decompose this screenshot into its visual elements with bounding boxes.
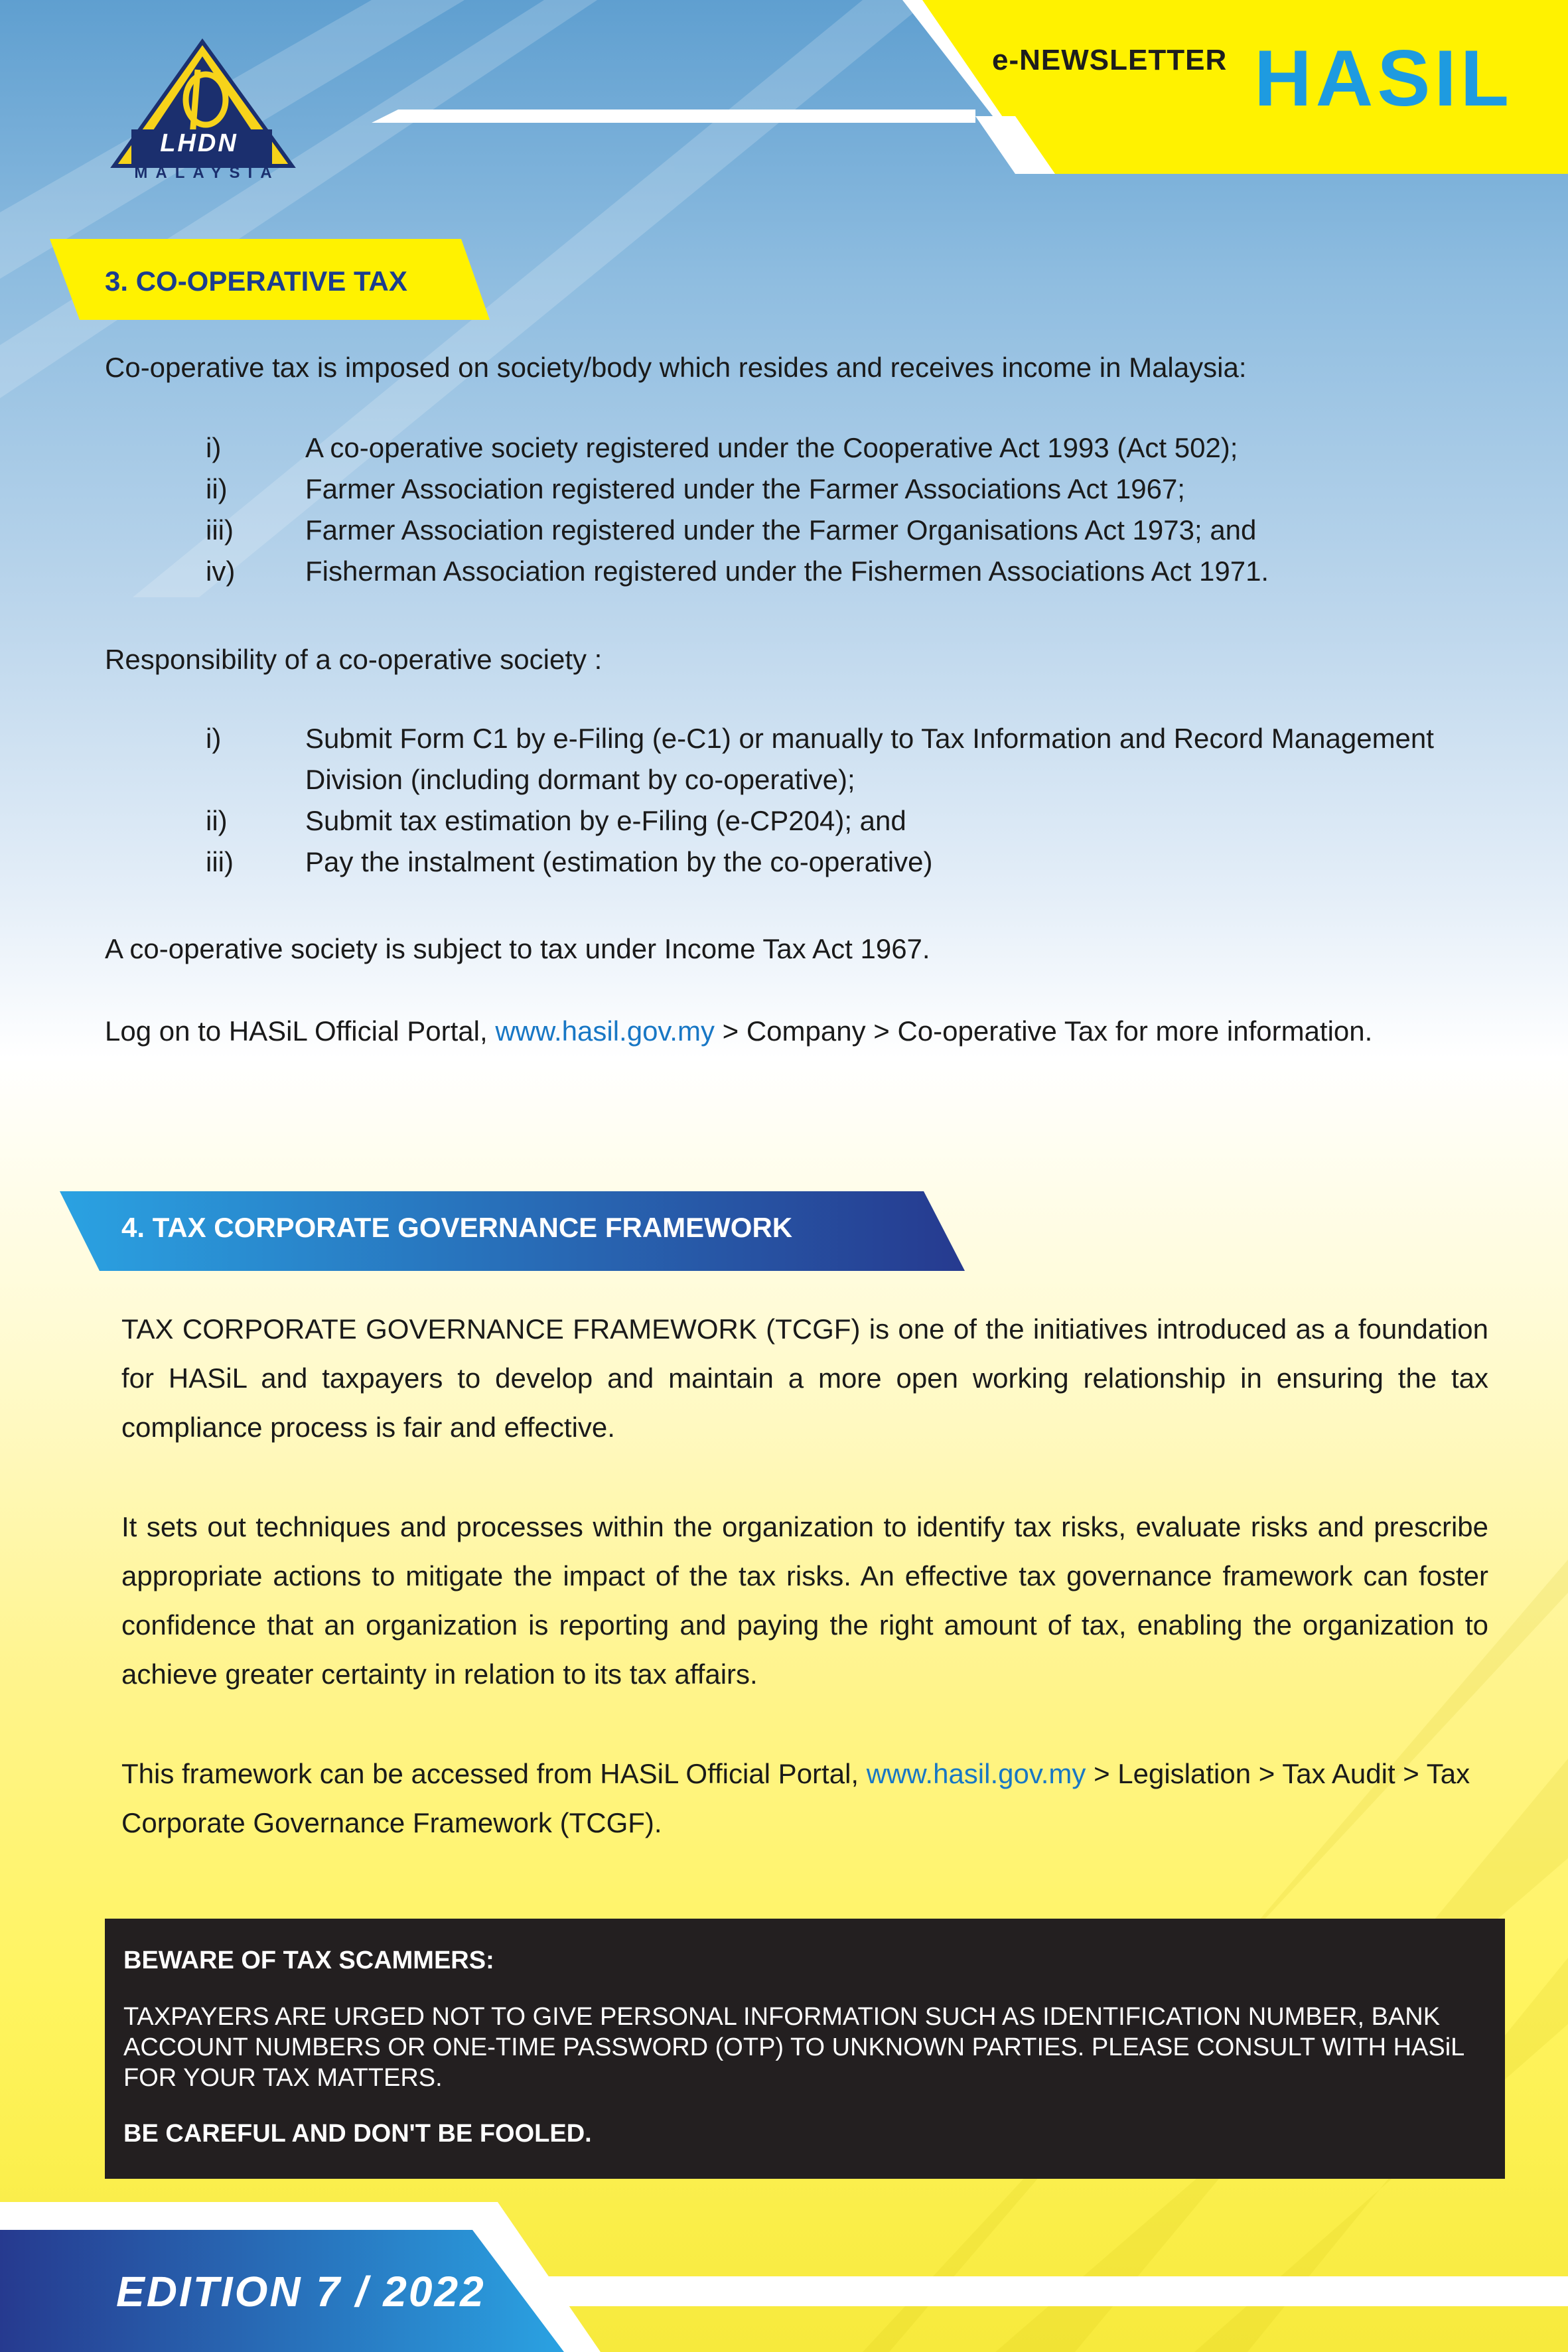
portal-suffix: > Company > Co-operative Tax for more information. <box>714 1015 1373 1047</box>
list-item-number: iii) <box>206 846 234 877</box>
responsibility-list <box>106 718 1500 883</box>
edition-label: EDITION 7 / 2022 <box>116 2268 486 2315</box>
list-item-text: A co-operative society registered under the Cooperative Act 1993 (Act 502); <box>305 432 1238 463</box>
list-item-text: Farmer Association registered under the Farmer Associations Act 1967; <box>305 473 1185 504</box>
hasil-portal-link[interactable]: www.hasil.gov.my <box>495 1015 715 1047</box>
list-item <box>106 427 1500 469</box>
warning-title: BEWARE OF TAX SCAMMERS: <box>123 1947 494 1974</box>
section3-title: 3. CO-OPERATIVE TAX <box>105 265 407 297</box>
portal-prefix: Log on to HASiL Official Portal, <box>105 1015 496 1047</box>
warning-footer: BE CAREFUL AND DON'T BE FOOLED. <box>123 2120 592 2148</box>
list-item-text: Pay the instalment (estimation by the co-operative) <box>305 846 933 877</box>
tcgf-paragraph-3 <box>121 1749 1488 1848</box>
portal-info-text <box>105 1010 1372 1052</box>
footer-right-white <box>518 2276 1568 2306</box>
header-white-stripe-2 <box>372 110 975 123</box>
subject-to-tax-text: A co-operative society is subject to tax under Income Tax Act 1967. <box>105 933 930 964</box>
responsibility-heading: Responsibility of a co-operative society : <box>105 644 603 675</box>
tcgf-suffix: > Legislation > Tax Audit > Tax Corporate Governance Framework (TCGF). <box>121 1758 1470 1838</box>
section3-society-list <box>106 427 1500 592</box>
list-item <box>106 718 1500 800</box>
list-item <box>106 800 1500 842</box>
lhdn-logo[interactable] <box>100 37 299 189</box>
newsletter-prefix: e-NEWSLETTER <box>992 44 1228 76</box>
tcgf-prefix: This framework can be accessed from HASiL Official Portal, <box>121 1758 867 1789</box>
list-item-text: Submit Form C1 by e-Filing (e-C1) or manually to Tax Information and Record Management Division (including dormant by co-operative); <box>305 723 1434 795</box>
list-item <box>106 510 1500 551</box>
list-item-number: ii) <box>206 473 228 504</box>
list-item-text: Fisherman Association registered under the Fishermen Associations Act 1971. <box>305 555 1269 587</box>
tcgf-portal-link[interactable]: www.hasil.gov.my <box>866 1758 1086 1789</box>
warning-body: TAXPAYERS ARE URGED NOT TO GIVE PERSONAL INFORMATION SUCH AS IDENTIFICATION NUMBER, BANK ACCOUNT NUMBERS OR ONE-TIME PASSWORD (OTP) TO UNKNOWN PARTIES. PLEASE CONSULT WITH HASiL FOR YOUR TAX MATTERS. <box>123 2003 1464 2092</box>
scam-warning-box <box>105 1919 1505 2179</box>
list-item-number: iv) <box>206 555 236 587</box>
tcgf-paragraph-2: It sets out techniques and processes within the organization to identify tax risks, evaluate risks and prescribe appropriate actions to mitigate the impact of the tax risks. An effective tax governance framework can foster confidence that an organization is reporting and paying the right amount of tax, enabling the organization to achieve greater certainty in relation to its tax affairs. <box>121 1511 1488 1690</box>
list-item-text: Submit tax estimation by e-Filing (e-CP204); and <box>305 805 906 836</box>
list-item-number: i) <box>206 432 222 463</box>
list-item <box>106 842 1500 883</box>
list-item-number: ii) <box>206 805 228 836</box>
logo-malaysia-text: MALAYSIA <box>134 164 280 182</box>
logo-lhdn-text: LHDN <box>160 129 238 157</box>
list-item <box>106 469 1500 510</box>
list-item-number: iii) <box>206 514 234 546</box>
list-item <box>106 551 1500 592</box>
list-item-number: i) <box>206 723 222 754</box>
list-item-text: Farmer Association registered under the Farmer Organisations Act 1973; and <box>305 514 1257 546</box>
tcgf-paragraph-1: TAX CORPORATE GOVERNANCE FRAMEWORK (TCGF) is one of the initiatives introduced as a foundation for HASiL and taxpayers to develop and maintain a more open working relationship in ensuring the tax compliance process is fair and effective. <box>121 1313 1488 1443</box>
newsletter-name: HASIL <box>1254 34 1513 123</box>
section3-intro: Co-operative tax is imposed on society/body which resides and receives income in Malaysia: <box>105 352 1247 383</box>
section4-title: 4. TAX CORPORATE GOVERNANCE FRAMEWORK <box>121 1212 793 1243</box>
